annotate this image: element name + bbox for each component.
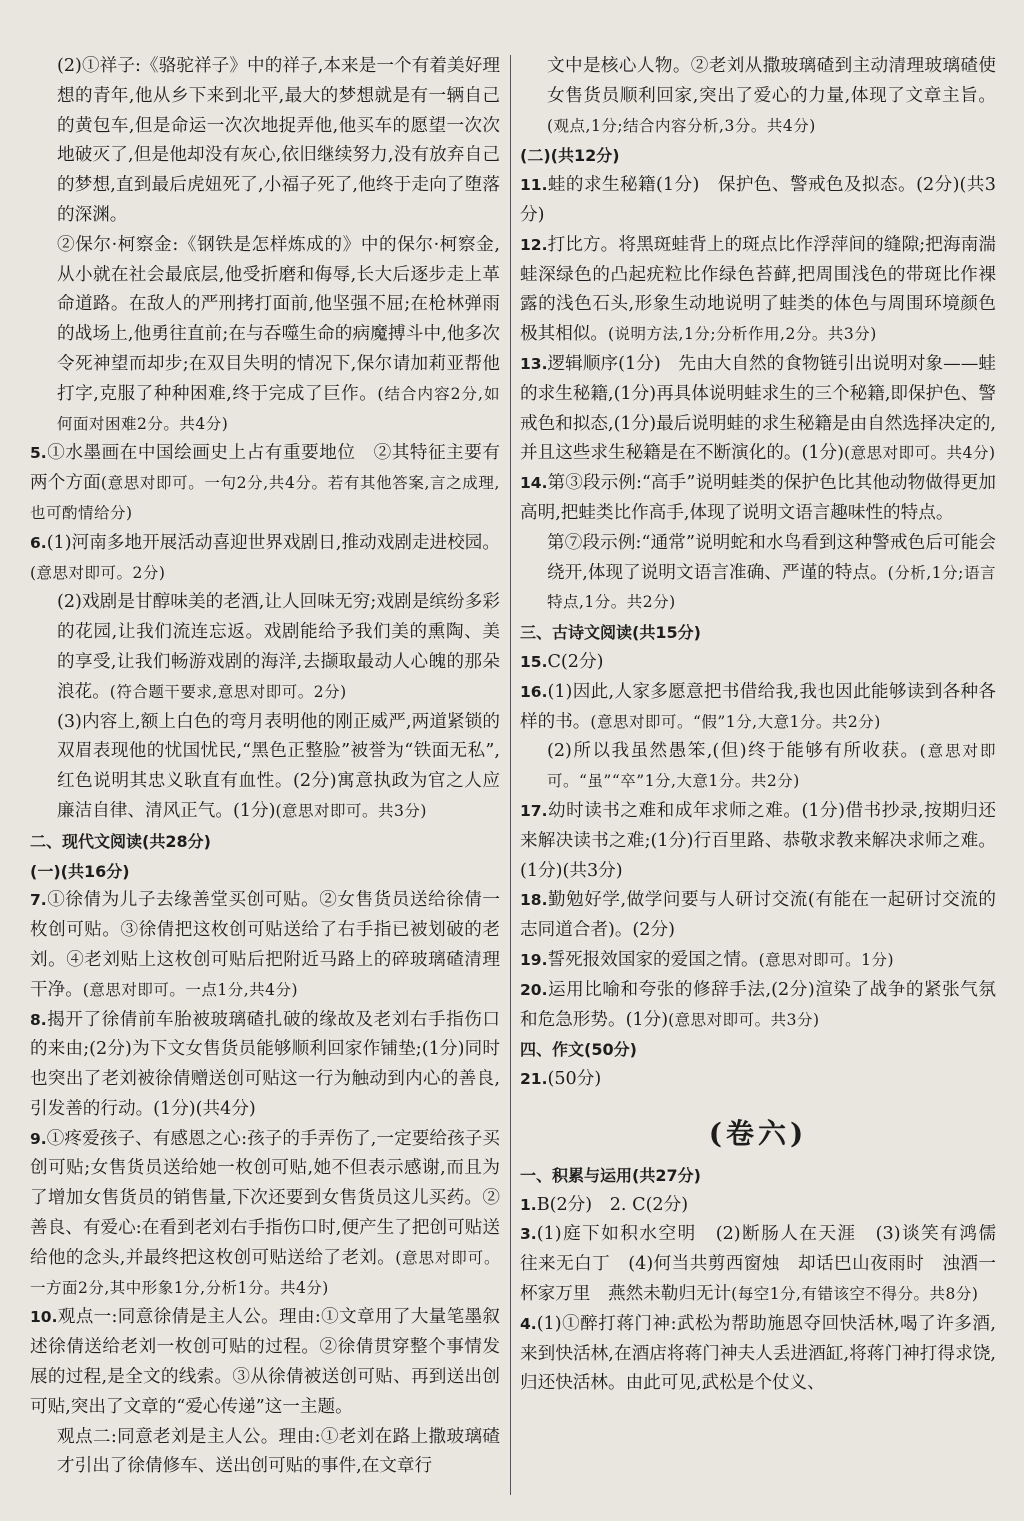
- question-number: 12.: [520, 235, 548, 254]
- question-number: 5.: [30, 444, 47, 463]
- volume-title: (卷六): [708, 1116, 808, 1150]
- answer-item: [520, 946, 996, 976]
- question-number: 18.: [520, 891, 548, 910]
- question-number: 10.: [30, 1308, 58, 1327]
- question-number: 20.: [520, 980, 548, 999]
- scoring-note: (意思对即可。一方面2分,其中形象1分,分析1分。共4分): [30, 1248, 500, 1297]
- answer-item: [520, 171, 996, 231]
- scoring-note: (说明方法,1分;分析作用,2分。共3分): [607, 325, 877, 344]
- scoring-note: (意思对即可。“虽”“卒”1分,大意1分。共2分): [547, 742, 996, 791]
- left-column: [30, 52, 500, 1482]
- answer-text: (1)河南多地开展活动喜迎世界戏剧日,推动戏剧走进校园。: [46, 532, 500, 553]
- answer-text: B(2分) 2. C(2分): [536, 1194, 689, 1215]
- scoring-note: (意思对即可。一点1分,共4分): [82, 980, 299, 999]
- answer-text: 观点二:同意老刘是主人公。理由:①老刘在路上撒玻璃碴才引出了徐倩修车、送出创可贴的事件,在文章行: [57, 1426, 500, 1477]
- answer-text: (1)①醉打蒋门神:武松为帮助施恩夺回快活林,喝了许多酒,来到快活林,在酒店将蒋门神夫人丢进酒缸,将蒋门神打得求饶,归还快活林。由此可见,武松是个仗义、: [520, 1313, 996, 1394]
- answer-item: [520, 797, 996, 886]
- question-number: 7.: [30, 891, 47, 910]
- question-number: 3.: [520, 1225, 537, 1244]
- answer-item: [520, 1220, 1014, 1309]
- answer-paragraph: [520, 52, 996, 141]
- answer-text: 打比方。将黑斑蛙背上的斑点比作浮萍间的缝隙;把海南湍蛙深绿色的凸起疣粒比作绿色苔藓,把周围浅色的带斑比作裸露的浅色石头,形象生动地说明了蛙类的体色与周围环境颜色极其相似。: [520, 234, 996, 345]
- answer-text: ①疼爱孩子、有感恩之心:孩子的手弄伤了,一定要给孩子买创可贴;女售货员送给她一枚创可贴,她不但表示感谢,而且为了增加女售货员的销售量,下次还要到女售货员这儿买药。②善良、有爱心:在看到老刘右手指伤口时,便产生了把创可贴送给他的念头,并最终把这枚创可贴送给了老刘。: [30, 1128, 500, 1268]
- question-number: 6.: [30, 533, 47, 552]
- scoring-note: (每空1分,有错该空不得分。共8分): [731, 1285, 979, 1304]
- answer-item: [520, 976, 996, 1036]
- answer-item: [520, 886, 996, 946]
- section-heading: [520, 141, 996, 171]
- answer-item: [520, 678, 996, 738]
- answer-item: [30, 529, 500, 589]
- section-heading-text: 三、古诗文阅读(共15分): [520, 623, 701, 643]
- answer-text: (2)①祥子:《骆驼祥子》中的祥子,本来是一个有着美好理想的青年,他从乡下来到北平,最大的梦想就是有一辆自己的黄包车,但是命运一次次地捉弄他,他买车的愿望一次次地破灭了,但是他却没有灰心,依旧继续努力,没有放弃自己的梦想,直到最后虎妞死了,小福子死了,他终于走向了堕落的深渊。: [57, 56, 500, 225]
- answer-item: [30, 439, 500, 528]
- section-heading: [520, 1161, 996, 1191]
- question-number: 4.: [520, 1314, 537, 1333]
- answer-text: 蛙的求生秘籍(1分) 保护色、警戒色及拟态。(2分)(共3分): [520, 175, 996, 225]
- scoring-note: (意思对即可。1分): [758, 950, 895, 969]
- answer-text: 文中是核心人物。②老刘从撒玻璃碴到主动清理玻璃碴使女售货员顺利回家,突出了爱心的力量,体现了文章主旨。: [547, 56, 996, 106]
- answer-paragraph: [30, 52, 500, 231]
- scoring-note: (观点,1分;结合内容分析,3分。共4分): [547, 116, 816, 135]
- answer-text: (2)所以我虽然愚笨,(但)终于能够有所收获。: [547, 741, 920, 762]
- section-heading-text: (二)(共12分): [520, 146, 620, 166]
- answer-item: [520, 648, 996, 678]
- answer-text: 第⑦段示例:“通常”说明蛇和水鸟看到这种警戒色后可能会绕开,体现了说明文语言准确、严谨的特点。: [547, 532, 996, 583]
- answer-item: [520, 1191, 996, 1221]
- scoring-note: (意思对即可。共3分): [275, 801, 427, 820]
- scoring-note: (意思对即可。“假”1分,大意1分。共2分): [590, 712, 881, 731]
- scoring-note: (意思对即可。2分): [30, 563, 166, 582]
- question-number: 15.: [520, 652, 548, 671]
- question-number: 17.: [520, 801, 548, 820]
- question-number: 13.: [520, 354, 548, 373]
- answer-text: 第③段示例:“高手”说明蛙类的保护色比其他动物做得更加高明,把蛙类比作高手,体现了说明文语言趣味性的特点。: [520, 473, 996, 523]
- section-heading: [520, 618, 996, 648]
- answer-text: (1)因此,人家多愿意把书借给我,我也因此能够读到各种各样的书。: [520, 681, 996, 732]
- answer-text: 逻辑顺序(1分) 先由大自然的食物链引出说明对象——蛙的求生秘籍,(1分)再具体说明蛙求生的三个秘籍,即保护色、警戒色和拟态,(1分)最后说明蛙的求生秘籍是由自然选择决定的,并且这些求生秘籍是在不断演化的。(1分): [520, 353, 996, 464]
- question-number: 1.: [520, 1195, 537, 1214]
- answer-text: 誓死报效国家的爱国之情。: [547, 949, 759, 970]
- answer-paragraph: [30, 588, 500, 707]
- answer-paragraph: [30, 1423, 500, 1483]
- section-heading: [520, 1035, 996, 1065]
- section-heading-text: 一、积累与运用(共27分): [520, 1165, 701, 1185]
- answer-text: 勤勉好学,做学问要与人研讨交流(有能在一起研讨交流的志同道合者)。(2分): [520, 890, 996, 941]
- question-number: 14.: [520, 474, 548, 493]
- question-number: 16.: [520, 682, 548, 701]
- question-number: 9.: [30, 1129, 47, 1148]
- answer-text: C(2分): [547, 651, 604, 672]
- scoring-note: (符合题干要求,意思对即可。2分): [109, 682, 347, 701]
- answer-text: ②保尔·柯察金:《钢铁是怎样炼成的》中的保尔·柯察金,从小就在社会最底层,他受折磨和侮辱,长大后逐步走上革命道路。在敌人的严刑拷打面前,他坚强不屈;在枪林弹雨的战场上,他勇往直前;在与吞噬生命的病魔搏斗中,他多次令死神望而却步;在双目失明的情况下,保尔请加莉亚帮他打字,克服了种种困难,终于完成了巨作。: [57, 234, 500, 404]
- answer-paragraph: [520, 737, 996, 797]
- question-number: 21.: [520, 1070, 548, 1089]
- answer-text: 幼时读书之难和成年求师之难。(1分)借书抄录,按期归还来解决读书之难;(1分)行百里路、恭敬求教来解决求师之难。(1分)(共3分): [520, 800, 996, 881]
- answer-item: [520, 350, 996, 469]
- question-number: 8.: [30, 1010, 47, 1029]
- answer-text: (3)内容上,额上白色的弯月表明他的刚正威严,两道紧锁的双眉表现他的忧国忧民,“黑色正整脸”被誉为“铁面无私”,红色说明其忠义耿直有血性。(2分)寓意执政为官之人应廉洁自律、清风正气。(1分): [57, 711, 500, 821]
- answer-text: (50分): [547, 1069, 602, 1090]
- column-divider: [510, 55, 511, 1495]
- section-heading-text: 二、现代文阅读(共28分): [30, 831, 211, 851]
- answer-item: [30, 886, 500, 1005]
- scoring-note: (意思对即可。共3分): [668, 1010, 820, 1029]
- answer-text: (2)戏剧是甘醇味美的老酒,让人回味无穷;戏剧是缤纷多彩的花园,让我们流连忘返。戏剧能给予我们美的熏陶、美的享受,让我们畅游戏剧的海洋,去撷取最动人心魄的那朵浪花。: [57, 592, 500, 702]
- answer-item: [520, 469, 996, 529]
- answer-paragraph: [30, 231, 500, 440]
- right-column: [520, 52, 1014, 1399]
- section-heading-text: (一)(共16分): [30, 861, 130, 881]
- scoring-note: (意思对即可。共4分): [844, 444, 996, 463]
- question-number: 11.: [520, 176, 548, 195]
- section-heading: [30, 857, 500, 887]
- answer-paragraph: [520, 529, 996, 618]
- answer-text: ①徐倩为儿子去缘善堂买创可贴。②女售货员送给徐倩一枚创可贴。③徐倩把这枚创可贴送给了右手指已被划破的老刘。④老刘贴上这枚创可贴后把附近马路上的碎玻璃碴清理干净。: [30, 890, 500, 1000]
- answer-item: [30, 1125, 500, 1304]
- section-heading-text: 四、作文(50分): [520, 1040, 637, 1060]
- answer-text: 揭开了徐倩前车胎被玻璃碴扎破的缘故及老刘右手指伤口的来由;(2分)为下文女售货员能够顺利回家作铺垫;(1分)同时也突出了老刘被徐倩赠送创可贴这一行为触动到内心的善良,引发善的行动。(1分)(共4分): [30, 1009, 500, 1119]
- answer-paragraph: [30, 708, 500, 827]
- answer-item: [520, 1310, 996, 1399]
- answer-text: (1)庭下如积水空明 (2)断肠人在天涯 (3)谈笑有鸿儒 往来无白丁 (4)何当共剪西窗烛 却话巴山夜雨时 浊酒一杯家万里 燕然未勒归无计: [520, 1224, 1014, 1305]
- scoring-note: (分析,1分;语言特点,1分。共2分): [547, 563, 996, 612]
- answer-item: [520, 1065, 996, 1095]
- answer-text: ①水墨画在中国绘画史上占有重要地位 ②其特征主要有两个方面: [30, 443, 500, 494]
- answer-item: [520, 231, 996, 350]
- scoring-note: (结合内容2分,如何面对困难2分。共4分): [57, 384, 501, 433]
- answer-item: [30, 1303, 500, 1422]
- section-heading: [30, 827, 500, 857]
- answer-item: [30, 1006, 500, 1125]
- answer-text: 观点一:同意徐倩是主人公。理由:①文章用了大量笔墨叙述徐倩送给老刘一枚创可贴的过程。②徐倩贯穿整个事情发展的过程,是全文的线索。③从徐倩被送创可贴、再到送出创可贴,突出了文章的“爱心传递”这一主题。: [30, 1307, 500, 1417]
- answer-text: 运用比喻和夸张的修辞手法,(2分)渲染了战争的紧张气氛和危急形势。(1分): [520, 979, 996, 1030]
- scoring-note: (意思对即可。一句2分,共4分。若有其他答案,言之成理,也可酌情给分): [30, 474, 500, 522]
- question-number: 19.: [520, 950, 548, 969]
